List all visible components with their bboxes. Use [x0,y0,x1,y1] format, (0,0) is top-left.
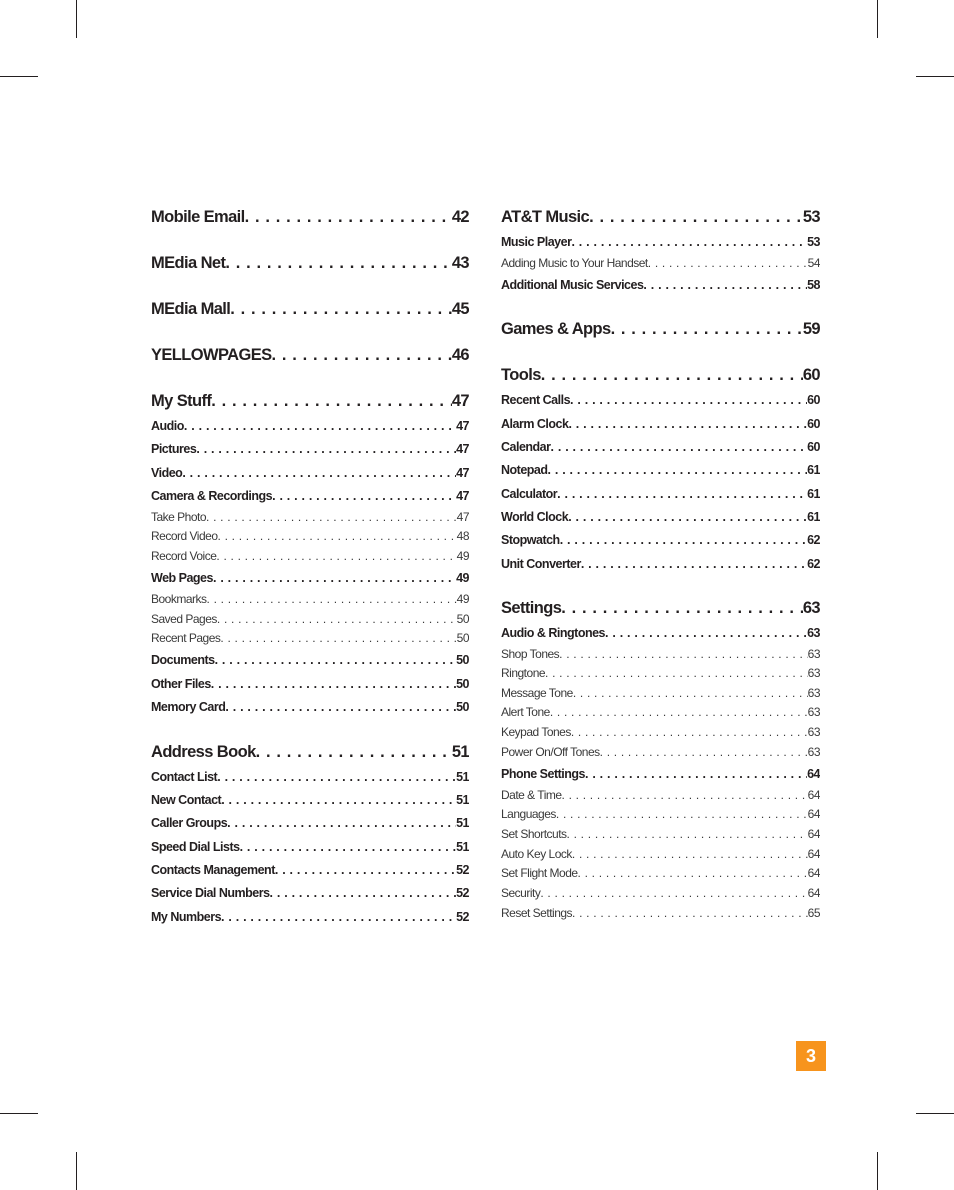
toc-entry-page: 63 [807,626,820,640]
toc-entry-page: 64 [807,767,820,781]
toc-entry-title: My Stuff [151,392,212,410]
toc-entry-title: Web Pages [151,571,213,585]
toc-entry-page: 52 [456,910,469,924]
dot-leader [571,725,808,739]
toc-entry[interactable] [501,366,820,386]
toc-entry-title: Recent Calls [501,393,571,407]
crop-mark [916,1113,954,1114]
dot-leader [643,278,807,292]
dot-leader [540,886,807,900]
toc-entry[interactable] [501,626,820,646]
toc-entry[interactable] [501,599,820,619]
toc-entry[interactable] [501,463,820,483]
toc-entry-page: 51 [451,743,469,761]
dot-leader [221,793,456,807]
toc-entry-title: Games & Apps [501,320,611,338]
toc-entry-title: MEdia Mall [151,300,231,318]
toc-entry-title: Languages [501,807,556,821]
toc-entry-page: 42 [451,208,469,226]
toc-entry[interactable] [151,442,469,462]
toc-entry[interactable] [501,417,820,437]
toc-entry[interactable] [151,910,469,930]
toc-entry-title: Date & Time [501,788,562,802]
toc-entry-title: Video [151,466,183,480]
toc-entry[interactable] [151,592,469,612]
toc-entry-page: 54 [807,256,820,270]
dot-leader [206,510,457,524]
toc-entry-page: 63 [807,725,820,739]
toc-entry-title: Notepad [501,463,548,477]
dot-leader [182,466,456,480]
toc-entry-title: Mobile Email [151,208,245,226]
dot-leader [272,346,452,365]
toc-entry-page: 64 [807,886,820,900]
dot-leader [215,653,457,667]
toc-entry[interactable] [501,256,820,276]
toc-entry-title: Bookmarks [151,592,207,606]
toc-entry-page: 60 [807,417,820,431]
toc-entry-page: 65 [807,906,820,920]
toc-entry-title: Caller Groups [151,816,228,830]
toc-entry-page: 63 [807,705,820,719]
toc-entry-title: Record Video [151,529,218,543]
toc-entry-title: Alarm Clock [501,417,569,431]
toc-entry-title: Security [501,886,541,900]
dot-leader [217,612,457,626]
dot-leader [207,592,457,606]
toc-entry-page: 63 [807,686,820,700]
toc-entry-title: Pictures [151,442,197,456]
toc-entry[interactable] [151,419,469,439]
crop-mark [916,76,954,77]
toc-entry-page: 63 [802,599,820,617]
toc-entry-title: Phone Settings [501,767,585,781]
toc-entry-page: 47 [456,489,469,503]
dot-leader [227,816,456,830]
toc-entry[interactable] [501,906,820,926]
toc-entry[interactable] [151,770,469,790]
dot-leader [573,686,808,700]
toc-entry-title: Settings [501,599,562,617]
toc-entry[interactable] [501,208,820,228]
toc-entry-page: 60 [807,393,820,407]
toc-entry-page: 61 [807,463,820,477]
toc-entry[interactable] [151,392,469,412]
toc-entry[interactable] [151,677,469,697]
toc-entry-title: Power On/Off Tones [501,745,600,759]
dot-leader [225,254,451,273]
dot-leader [559,647,807,661]
toc-entry-title: YELLOWPAGES [151,346,272,364]
toc-entry[interactable] [151,612,469,632]
toc-entry[interactable] [151,743,469,763]
toc-entry[interactable] [501,510,820,530]
toc-entry-page: 61 [807,487,820,501]
toc-entry-page: 51 [456,793,469,807]
toc-entry-title: New Contact [151,793,222,807]
toc-entry-page: 62 [807,533,820,547]
dot-leader [560,533,807,547]
toc-entry-title: My Numbers [151,910,222,924]
dot-leader [213,571,456,585]
toc-entry-page: 45 [451,300,469,318]
toc-entry-title: Set Shortcuts [501,827,567,841]
toc-entry-title: AT&T Music [501,208,590,226]
toc-entry-page: 48 [456,529,469,543]
toc-entry[interactable] [501,647,820,667]
dot-leader [184,419,456,433]
toc-entry-title: Audio [151,419,184,433]
toc-entry-page: 43 [451,254,469,272]
toc-entry[interactable] [501,827,820,847]
toc-entry[interactable] [501,557,820,577]
dot-leader [196,442,456,456]
dot-leader [572,847,808,861]
dot-leader [541,366,803,385]
dot-leader [585,767,807,781]
dot-leader [572,906,808,920]
toc-entry[interactable] [151,700,469,720]
toc-entry-title: Service Dial Numbers [151,886,270,900]
toc-entry-page: 53 [802,208,820,226]
dot-leader [548,463,808,477]
dot-leader [589,208,803,227]
toc-entry-page: 50 [456,653,469,667]
toc-entry-title: Other Files [151,677,211,691]
toc-entry-page: 50 [456,700,469,714]
dot-leader [270,886,457,900]
toc-entry-title: Stopwatch [501,533,560,547]
toc-entry[interactable] [151,653,469,673]
dot-leader [557,487,807,501]
toc-entry[interactable] [501,278,820,298]
toc-entry-page: 47 [451,392,469,410]
crop-mark [0,1113,38,1114]
toc-entry-page: 64 [807,807,820,821]
toc-entry[interactable] [151,863,469,883]
toc-entry[interactable] [151,793,469,813]
toc-entry-title: Memory Card [151,700,226,714]
toc-entry-title: Saved Pages [151,612,217,626]
toc-entry-title: Contacts Management [151,863,275,877]
dot-leader [611,320,803,339]
dot-leader [567,827,808,841]
crop-mark [877,1152,878,1190]
toc-entry-title: Additional Music Services [501,278,644,292]
toc-entry-title: Take Photo [151,510,207,524]
page-number-badge [796,1041,826,1071]
dot-leader [230,300,452,319]
toc-entry-title: MEdia Net [151,254,226,272]
toc-entry-page: 64 [807,847,820,861]
toc-entry-page: 61 [807,510,820,524]
toc-entry-title: Alert Tone [501,705,550,719]
toc-entry-page: 49 [456,549,469,563]
toc-entry-title: Auto Key Lock [501,847,572,861]
toc-entry-page: 47 [456,466,469,480]
dot-leader [570,393,807,407]
dot-leader [272,489,456,503]
dot-leader [561,599,803,618]
toc-entry[interactable] [151,529,469,549]
dot-leader [648,256,808,270]
toc-entry-title: Set Flight Mode [501,866,578,880]
toc-entry[interactable] [501,533,820,553]
toc-entry-title: Address Book [151,743,256,761]
dot-leader [256,743,452,762]
toc-entry[interactable] [501,320,820,340]
dot-leader [578,866,808,880]
dot-leader [217,770,456,784]
dot-leader [568,510,807,524]
toc-entry-page: 64 [807,827,820,841]
toc-entry-page: 51 [456,816,469,830]
toc-entry-title: World Clock [501,510,569,524]
toc-entry-page: 60 [807,440,820,454]
toc-entry-page: 47 [456,419,469,433]
toc-entry[interactable] [151,300,469,320]
toc-entry[interactable] [151,510,469,530]
toc-entry[interactable] [151,571,469,591]
toc-entry[interactable] [151,208,469,228]
page-number: 3 [805,1045,816,1066]
dot-leader [211,677,456,691]
dot-leader [600,745,808,759]
toc-entry-page: 62 [807,557,820,571]
toc-entry[interactable] [501,686,820,706]
toc-entry-page: 50 [456,677,469,691]
dot-leader [605,626,807,640]
toc-entry-title: Camera & Recordings [151,489,273,503]
toc-entry-page: 52 [456,886,469,900]
toc-entry[interactable] [501,767,820,787]
toc-entry-page: 53 [807,235,820,249]
toc-entry-title: Adding Music to Your Handset [501,256,648,270]
toc-entry[interactable] [501,487,820,507]
dot-leader [275,863,456,877]
toc-entry-page: 46 [451,346,469,364]
toc-entry-title: Keypad Tones [501,725,571,739]
toc-entry-title: Music Player [501,235,572,249]
dot-leader [571,235,807,249]
toc-entry-title: Recent Pages [151,631,221,645]
crop-mark [76,0,77,38]
toc-entry-page: 59 [802,320,820,338]
toc-entry-title: Speed Dial Lists [151,840,240,854]
toc-entry[interactable] [501,440,820,460]
toc-entry[interactable] [501,235,820,255]
toc-entry-page: 49 [456,571,469,585]
toc-entry-page: 63 [807,647,820,661]
toc-entry[interactable] [151,816,469,836]
toc-entry[interactable] [151,631,469,651]
crop-mark [76,1152,77,1190]
toc-entry[interactable] [501,807,820,827]
dot-leader [216,549,456,563]
dot-leader [581,557,807,571]
toc-entry-page: 63 [807,666,820,680]
dot-leader [556,807,808,821]
toc-entry[interactable] [151,840,469,860]
toc-entry-page: 64 [807,866,820,880]
toc-entry-title: Ringtone [501,666,546,680]
dot-leader [211,392,452,411]
toc-entry-title: Unit Converter [501,557,581,571]
toc-entry-title: Message Tone [501,686,573,700]
toc-entry-title: Tools [501,366,541,384]
toc-entry[interactable] [151,346,469,366]
toc-entry-title: Audio & Ringtones [501,626,605,640]
dot-leader [551,440,808,454]
toc-entry[interactable] [501,886,820,906]
toc-entry-page: 50 [456,631,469,645]
toc-entry-title: Record Voice [151,549,217,563]
toc-entry-page: 60 [802,366,820,384]
toc-entry[interactable] [151,489,469,509]
toc-entry[interactable] [151,549,469,569]
toc-entry-page: 51 [456,840,469,854]
toc-entry[interactable] [501,745,820,765]
toc-entry-page: 58 [807,278,820,292]
toc-entry[interactable] [501,725,820,745]
toc-entry-title: Shop Tones [501,647,560,661]
crop-mark [877,0,878,38]
toc-entry-title: Calculator [501,487,558,501]
dot-leader [218,529,457,543]
toc-entry-page: 50 [456,612,469,626]
toc-entry[interactable] [151,466,469,486]
toc-entry-page: 52 [456,863,469,877]
dot-leader [220,631,456,645]
toc-entry-page: 47 [456,442,469,456]
dot-leader [568,417,807,431]
dot-leader [550,705,808,719]
dot-leader [240,840,457,854]
toc-entry[interactable] [501,847,820,867]
toc-entry[interactable] [501,788,820,808]
dot-leader [245,208,452,227]
toc-entry-page: 64 [807,788,820,802]
toc-entry[interactable] [501,705,820,725]
dot-leader [225,700,456,714]
dot-leader [221,910,456,924]
toc-entry-page: 63 [807,745,820,759]
toc-entry[interactable] [501,393,820,413]
toc-entry[interactable] [151,886,469,906]
toc-entry[interactable] [501,666,820,686]
toc-entry-page: 47 [456,510,469,524]
dot-leader [545,666,808,680]
toc-entry-title: Contact List [151,770,218,784]
toc-entry-title: Documents [151,653,215,667]
toc-entry-page: 49 [456,592,469,606]
toc-entry[interactable] [151,254,469,274]
dot-leader [562,788,808,802]
toc-entry-title: Calendar [501,440,551,454]
crop-mark [0,76,38,77]
toc-entry[interactable] [501,866,820,886]
toc-entry-title: Reset Settings [501,906,573,920]
toc-entry-page: 51 [456,770,469,784]
